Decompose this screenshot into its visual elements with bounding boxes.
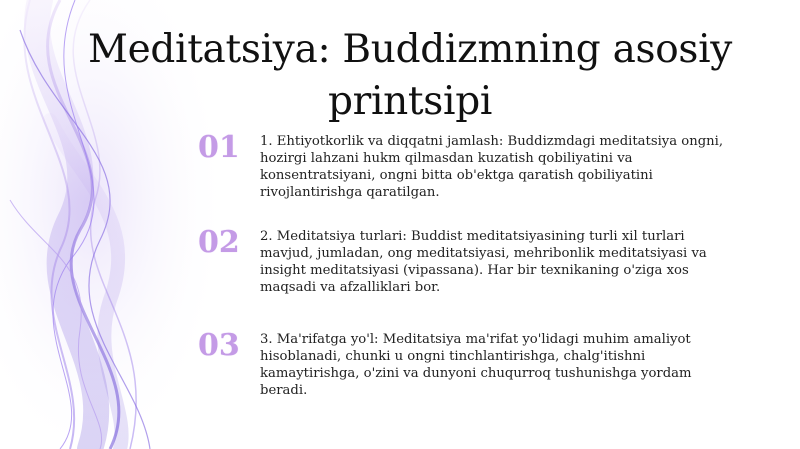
item-number: 01 [198,130,240,165]
item-number: 02 [198,225,240,260]
item-text: 2. Meditatsiya turlari: Buddist meditatsiyasining turli xil turlari mavjud, jumladan, ong meditatsiyasi, mehribonlik meditatsiyasi va insight meditatsiyasi (vipassana). Har bir texnikaning o'ziga xos maqsadi va afzalliklari bor. [260,229,707,295]
item-text: 1. Ehtiyotkorlik va diqqatni jamlash: Buddizmdagi meditatsiya ongni, hozirgi lahzani hukm qilmasdan kuzatish qobiliyatini va konsentratsiyani, ongni bitta ob'ektga qaratish qobiliyatini rivojlantirishga qaratilgan. [260,134,724,200]
slide-title: Meditatsiya: Buddizmning asosiy printsipi [87,27,733,124]
item-text: 3. Ma'rifatga yo'l: Meditatsiya ma'rifat yo'lidagi muhim amaliyot hisoblanadi, chunki u ongni tinchlantirishga, chalg'itishni kamaytirishga, o'zini va dunyoni chuqurroq tushunishga yordam beradi. [260,332,692,398]
item-number: 03 [198,328,240,363]
